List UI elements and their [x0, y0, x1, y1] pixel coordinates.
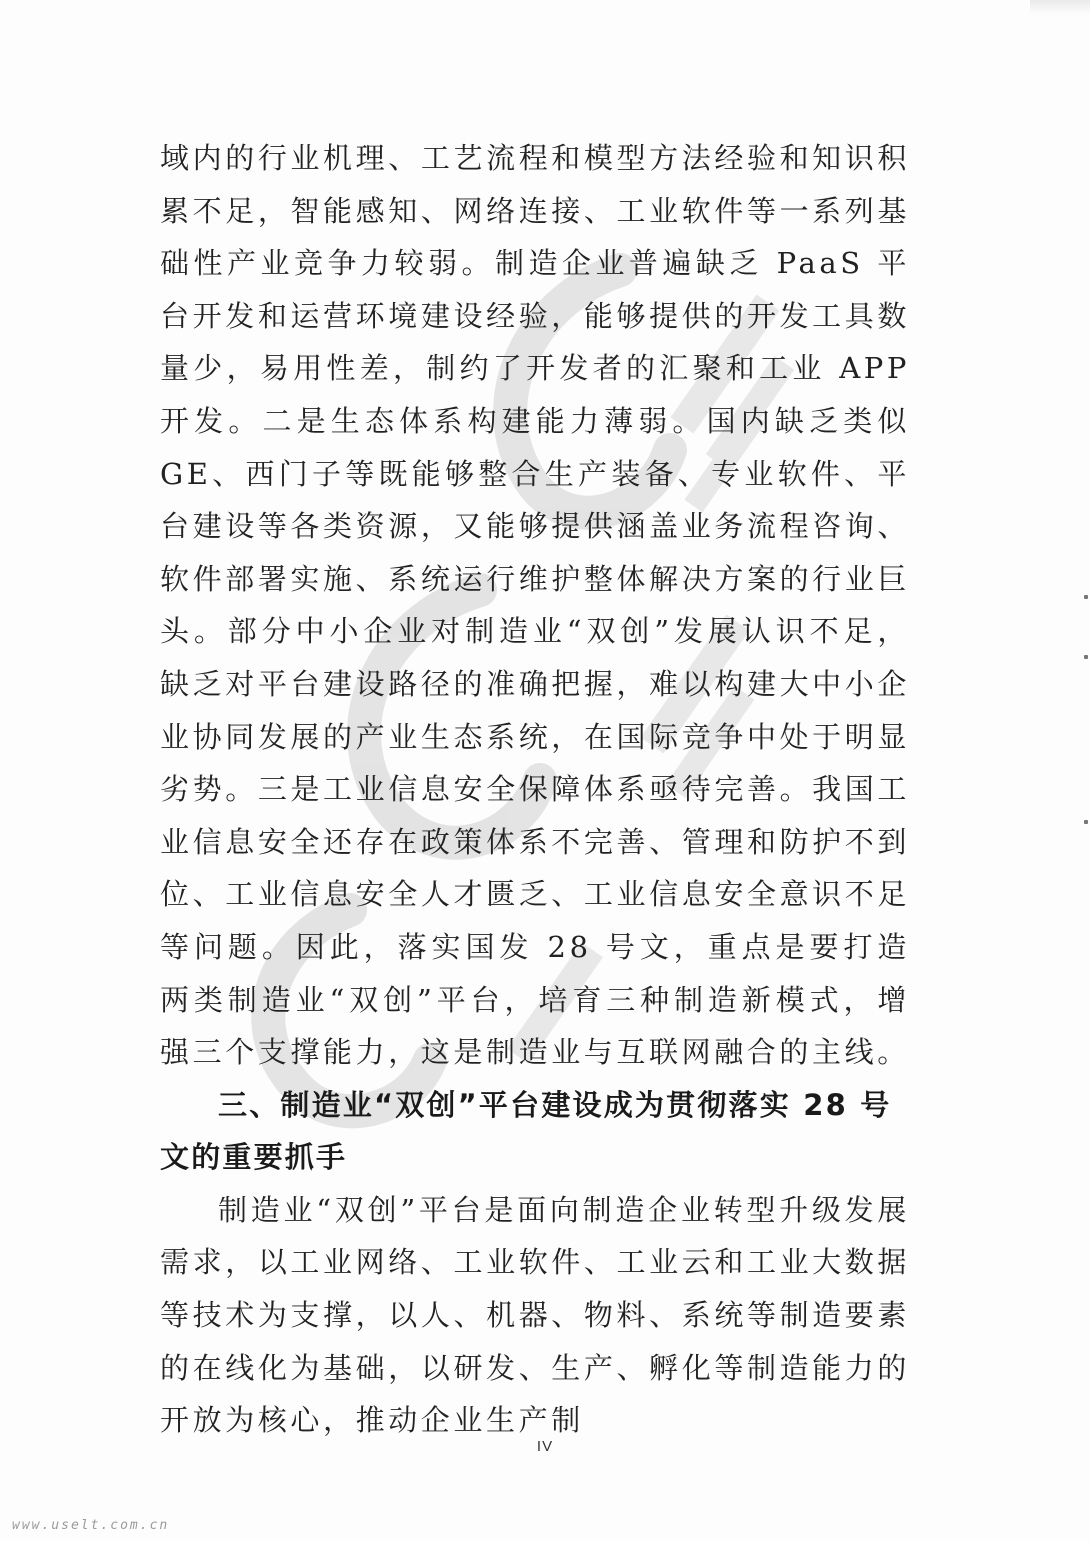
page-number: IV [536, 1438, 554, 1455]
document-body [160, 132, 910, 1447]
scan-artifact [1084, 820, 1088, 824]
section-heading: 三、制造业“双创”平台建设成为贯彻落实 28 号文的重要抓手 [160, 1087, 892, 1175]
scan-artifact [1084, 595, 1088, 599]
site-watermark-text: www.uselt.com.cn [12, 1518, 170, 1533]
body-paragraph: 域内的行业机理、工艺流程和模型方法经验和知识积累不足，智能感知、网络连接、工业软件等一系列基础性产业竞争力较弱。制造企业普遍缺乏 PaaS 平台开发和运营环境建设经验，能够提供的开发工具数量少，易用性差，制约了开发者的汇聚和工业 APP 开发。二是生态体系构建能力薄弱。国内缺乏类似 GE、西门子等既能够整合生产装备、专业软件、平台建设等各类资源，又能够提供涵盖业务流程咨询、软件部署实施、系统运行维护整体解决方案的行业巨头。部分中小企业对制造业“双创”发展认识不足，缺乏对平台建设路径的准确把握，难以构建大中小企业协同发展的产业生态系统，在国际竞争中处于明显劣势。三是工业信息安全保障体系亟待完善。我国工业信息安全还存在政策体系不完善、管理和防护不到位、工业信息安全人才匮乏、工业信息安全意识不足等问题。因此，落实国发 28 号文，重点是要打造两类制造业“双创”平台，培育三种制造新模式，增强三个支撑能力，这是制造业与互联网融合的主线。 [160, 141, 910, 1070]
scan-artifact [1030, 0, 1090, 14]
scan-artifact [1084, 655, 1088, 659]
body-paragraph: 制造业“双创”平台是面向制造企业转型升级发展需求，以工业网络、工业软件、工业云和工业大数据等技术为支撑，以人、机器、物料、系统等制造要素的在线化为基础，以研发、生产、孵化等制造能力的开放为核心，推动企业生产制 [160, 1192, 910, 1438]
